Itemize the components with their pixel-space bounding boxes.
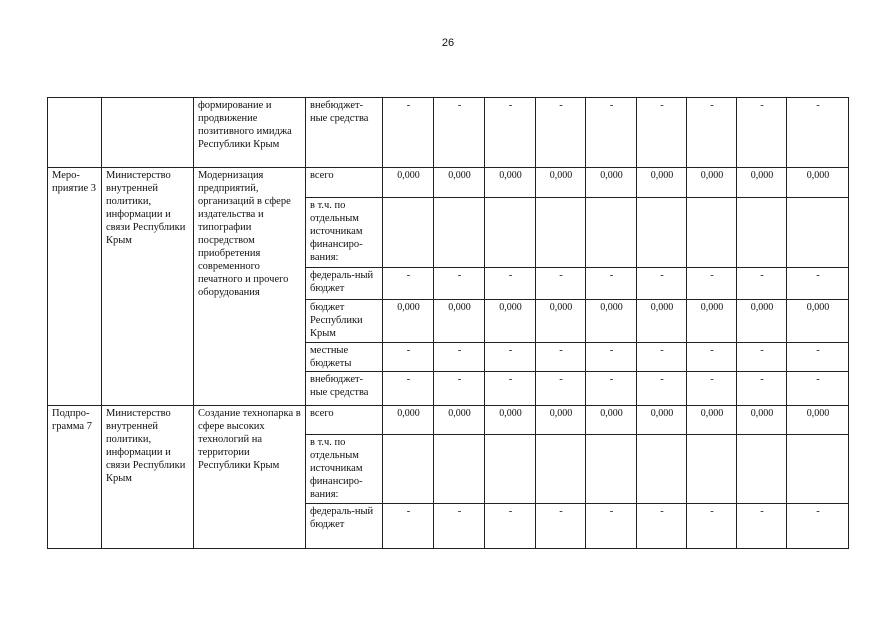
- value-cell: 0,000: [434, 406, 485, 435]
- value-cell: -: [637, 98, 687, 168]
- value-cell: -: [383, 343, 434, 372]
- empty-cell: [434, 435, 485, 504]
- empty-cell: [434, 198, 485, 268]
- value-cell: -: [787, 504, 849, 549]
- page-number: 26: [441, 37, 455, 49]
- empty-cell: [687, 435, 737, 504]
- source-cell: в т.ч. по отдельным источникам финансиро-вания:: [306, 198, 383, 268]
- label-cell: Подпро-грамма 7: [48, 406, 102, 549]
- source-cell: в т.ч. по отдельным источникам финансиро-вания:: [306, 435, 383, 504]
- empty-cell: [383, 435, 434, 504]
- value-cell: -: [536, 504, 586, 549]
- value-cell: -: [434, 372, 485, 406]
- value-cell: -: [687, 372, 737, 406]
- activity-cell: формирование и продвижение позитивного имиджа Республики Крым: [194, 98, 306, 168]
- value-cell: -: [485, 343, 536, 372]
- value-cell: -: [737, 343, 787, 372]
- value-cell: -: [787, 372, 849, 406]
- executor-cell: Министерство внутренней политики, информации и связи Республики Крым: [102, 406, 194, 549]
- value-cell: 0,000: [586, 300, 637, 343]
- value-cell: 0,000: [434, 300, 485, 343]
- empty-cell: [787, 198, 849, 268]
- value-cell: -: [787, 98, 849, 168]
- value-cell: 0,000: [536, 406, 586, 435]
- source-cell: внебюджет-ные средства: [306, 98, 383, 168]
- empty-cell: [485, 435, 536, 504]
- table-row: [48, 168, 849, 198]
- value-cell: 0,000: [536, 300, 586, 343]
- value-cell: -: [737, 372, 787, 406]
- value-cell: -: [536, 98, 586, 168]
- source-cell: бюджет Республики Крым: [306, 300, 383, 343]
- value-cell: 0,000: [383, 406, 434, 435]
- empty-cell: [485, 198, 536, 268]
- source-cell: федераль-ный бюджет: [306, 268, 383, 300]
- value-cell: -: [536, 343, 586, 372]
- value-cell: -: [485, 98, 536, 168]
- value-cell: 0,000: [737, 406, 787, 435]
- value-cell: 0,000: [787, 406, 849, 435]
- source-cell: всего: [306, 168, 383, 198]
- empty-cell: [637, 435, 687, 504]
- value-cell: 0,000: [737, 300, 787, 343]
- value-cell: 0,000: [687, 168, 737, 198]
- value-cell: -: [586, 268, 637, 300]
- value-cell: -: [586, 372, 637, 406]
- value-cell: -: [687, 98, 737, 168]
- value-cell: -: [485, 504, 536, 549]
- empty-cell: [687, 198, 737, 268]
- value-cell: -: [687, 343, 737, 372]
- value-cell: 0,000: [637, 406, 687, 435]
- value-cell: -: [434, 98, 485, 168]
- value-cell: 0,000: [485, 168, 536, 198]
- empty-cell: [586, 198, 637, 268]
- source-cell: местные бюджеты: [306, 343, 383, 372]
- value-cell: -: [687, 504, 737, 549]
- value-cell: 0,000: [787, 168, 849, 198]
- source-cell: внебюджет-ные средства: [306, 372, 383, 406]
- value-cell: -: [586, 343, 637, 372]
- value-cell: -: [383, 268, 434, 300]
- value-cell: -: [787, 343, 849, 372]
- empty-cell: [536, 198, 586, 268]
- source-cell: федераль-ный бюджет: [306, 504, 383, 549]
- value-cell: -: [434, 343, 485, 372]
- empty-cell: [737, 198, 787, 268]
- empty-cell: [383, 198, 434, 268]
- table-row: [48, 406, 849, 435]
- value-cell: 0,000: [383, 300, 434, 343]
- value-cell: 0,000: [637, 300, 687, 343]
- value-cell: -: [434, 504, 485, 549]
- label-cell: Меро-приятие 3: [48, 168, 102, 406]
- value-cell: -: [787, 268, 849, 300]
- value-cell: -: [586, 504, 637, 549]
- value-cell: -: [687, 268, 737, 300]
- value-cell: -: [637, 343, 687, 372]
- value-cell: -: [637, 268, 687, 300]
- empty-cell: [637, 198, 687, 268]
- value-cell: -: [637, 504, 687, 549]
- value-cell: 0,000: [687, 300, 737, 343]
- value-cell: -: [383, 504, 434, 549]
- budget-table: [47, 97, 849, 549]
- value-cell: -: [383, 372, 434, 406]
- value-cell: -: [383, 98, 434, 168]
- value-cell: -: [737, 98, 787, 168]
- value-cell: -: [434, 268, 485, 300]
- value-cell: -: [536, 372, 586, 406]
- empty-cell: [536, 435, 586, 504]
- executor-cell: [102, 98, 194, 168]
- value-cell: 0,000: [637, 168, 687, 198]
- empty-cell: [586, 435, 637, 504]
- value-cell: 0,000: [536, 168, 586, 198]
- value-cell: 0,000: [586, 406, 637, 435]
- value-cell: -: [586, 98, 637, 168]
- table-row: [48, 98, 849, 168]
- empty-cell: [787, 435, 849, 504]
- value-cell: 0,000: [687, 406, 737, 435]
- value-cell: 0,000: [434, 168, 485, 198]
- source-cell: всего: [306, 406, 383, 435]
- value-cell: -: [485, 268, 536, 300]
- value-cell: 0,000: [787, 300, 849, 343]
- value-cell: 0,000: [485, 406, 536, 435]
- label-cell: [48, 98, 102, 168]
- value-cell: -: [637, 372, 687, 406]
- value-cell: 0,000: [485, 300, 536, 343]
- value-cell: 0,000: [737, 168, 787, 198]
- activity-cell: Модернизация предприятий, организаций в сфере издательства и типографии посредством приобретения современного печатного и прочего оборудования: [194, 168, 306, 406]
- activity-cell: Создание технопарка в сфере высоких технологий на территории Республики Крым: [194, 406, 306, 549]
- value-cell: 0,000: [383, 168, 434, 198]
- value-cell: -: [737, 504, 787, 549]
- value-cell: -: [737, 268, 787, 300]
- value-cell: -: [485, 372, 536, 406]
- value-cell: -: [536, 268, 586, 300]
- empty-cell: [737, 435, 787, 504]
- value-cell: 0,000: [586, 168, 637, 198]
- executor-cell: Министерство внутренней политики, информации и связи Республики Крым: [102, 168, 194, 406]
